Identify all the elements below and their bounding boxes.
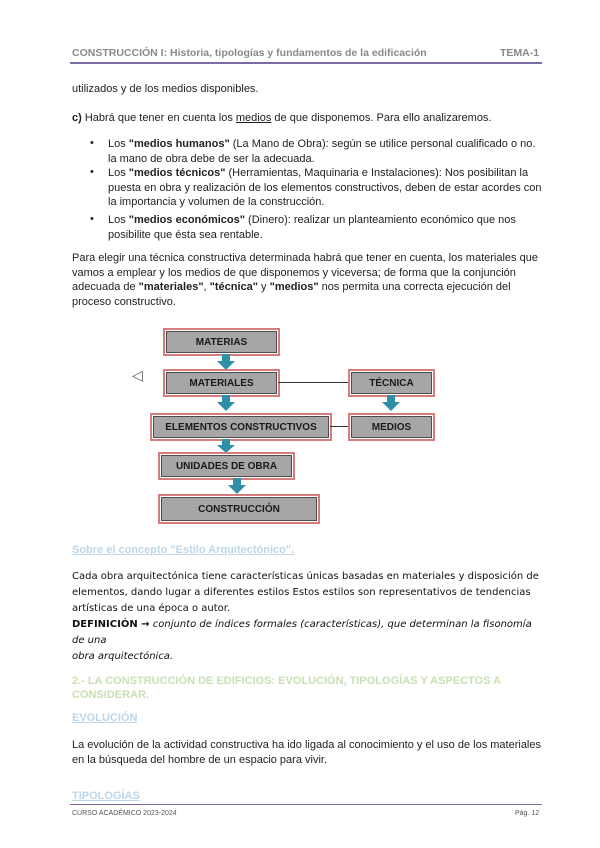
- bullet-dot: •: [90, 213, 94, 225]
- unidades-frame: [158, 452, 295, 480]
- connector-line: [330, 426, 348, 427]
- estilo-line: elementos, dando lugar a diferentes estilos Estos estilos son representativos de tendencias: [72, 587, 531, 598]
- construccion-frame: [158, 494, 320, 524]
- paragraph-line: utilizados y de los medios disponibles.: [72, 83, 259, 95]
- footer-page: Pág. 12: [515, 810, 540, 817]
- tipologias-heading[interactable]: TIPOLOGÍAS: [72, 790, 140, 802]
- bullet-bold: "medios técnicos": [128, 167, 226, 179]
- evolucion-line: La evolución de la actividad constructiva ha ido ligada al conocimiento y el uso de los materiales: [72, 739, 541, 751]
- elementos-box: ELEMENTOS CONSTRUCTIVOS: [153, 416, 329, 438]
- para-bold: "medios": [269, 281, 319, 293]
- definicion-label: DEFINICIÓN →: [72, 619, 150, 630]
- bullet-dot: •: [90, 166, 94, 178]
- footer-course: CURSO ACADÉMICO 2023-2024: [72, 810, 177, 817]
- section-title-line: 2.- LA CONSTRUCCIÓN DE EDIFICIOS: EVOLUCIÓN, TIPOLOGÍAS Y ASPECTOS A: [72, 675, 502, 687]
- para-line: adecuada de: [72, 281, 139, 293]
- bullet-text: puesta en obra y realización de los elementos constructivos, deben de estar acordes con: [108, 181, 542, 194]
- section-2-title: [72, 674, 546, 702]
- bullet-medios-economicos: [108, 213, 544, 242]
- arrow-down-icon: [382, 395, 400, 411]
- materias-box: MATERIAS: [166, 331, 277, 353]
- connector-line: [278, 382, 348, 383]
- definicion-text: obra arquitectónica.: [72, 651, 174, 662]
- section-title-line: CONSIDERAR.: [72, 689, 150, 701]
- estilo-line: artísticas de una época o autor.: [72, 603, 231, 614]
- bullet-pre: Los: [108, 214, 129, 226]
- materiales-frame: [163, 369, 280, 397]
- bullet-medios-humanos: [108, 137, 544, 166]
- para-line: Para elegir una técnica constructiva determinada habrá que tener en cuenta, los materiales que: [72, 252, 538, 264]
- estilo-link[interactable]: Sobre el concepto "Estilo Arquitectónico".: [72, 544, 295, 556]
- c-text-b: de que disponemos. Para ello analizaremos.: [271, 112, 492, 124]
- unidades-box: UNIDADES DE OBRA: [161, 455, 292, 477]
- bullet-medios-tecnicos: [108, 166, 544, 210]
- bullet-text: (Dinero): realizar un planteamiento económico que nos: [244, 214, 516, 226]
- header-rule: [70, 62, 542, 64]
- para-bold: "técnica": [209, 281, 258, 293]
- evolucion-line: en la búsqueda del hombre de un espacio para vivir.: [72, 753, 328, 766]
- paragraph-tecnica: [72, 251, 544, 309]
- bullet-dot: •: [90, 137, 94, 149]
- header-tema: TEMA-1: [500, 47, 540, 59]
- medios-frame: [348, 413, 435, 441]
- bullet-pre: Los: [108, 167, 129, 179]
- bullet-text: posibilite que ésta sea rentable.: [108, 228, 263, 241]
- tecnica-box: TÉCNICA: [351, 372, 432, 394]
- estilo-line: Cada obra arquitectónica tiene características únicas basadas en materiales y disposición de: [72, 571, 539, 582]
- evolucion-paragraph: [72, 738, 546, 767]
- bullet-bold: "medios humanos": [128, 138, 230, 150]
- arrow-down-icon: [217, 354, 235, 370]
- definicion-text: conjunto de índices formales (características), que determinan la fisonomía de una: [72, 619, 532, 646]
- cursor-icon: ◁: [132, 367, 143, 383]
- para-line: vamos a emplear y los medios de que disponemos y viceversa; de forma que la conjunción: [72, 266, 516, 279]
- footer-rule: [70, 804, 542, 805]
- c-medios: medios: [235, 112, 272, 124]
- c-text-a: Habrá que tener en cuenta los: [81, 112, 236, 124]
- medios-box: MEDIOS: [351, 416, 432, 438]
- estilo-paragraph: [72, 569, 546, 665]
- tecnica-frame: [348, 369, 435, 397]
- bullet-bold: "medios económicos": [128, 214, 245, 226]
- materiales-box: MATERIALES: [166, 372, 277, 394]
- c-label: c): [72, 112, 82, 124]
- para-line: y: [258, 281, 270, 293]
- bullet-text: (La Mano de Obra): según se utilice personal cualificado o no.: [229, 138, 536, 150]
- bullet-text: (Herramientas, Maquinaria e Instalaciones): Nos posibilitan la: [225, 167, 529, 179]
- construccion-box: CONSTRUCCIÓN: [161, 497, 317, 521]
- arrow-down-icon: [217, 439, 235, 453]
- para-line: proceso constructivo.: [72, 295, 176, 308]
- para-bold: "materiales": [138, 281, 204, 293]
- arrow-down-icon: [217, 395, 235, 411]
- bullet-text: la mano de obra debe de ser la adecuada.: [108, 152, 315, 165]
- bullet-pre: Los: [108, 138, 129, 150]
- para-line: ,: [203, 281, 210, 293]
- arrow-down-icon: [228, 478, 246, 494]
- paragraph-c: [72, 111, 492, 126]
- para-line: nos permita una correcta ejecución del: [318, 281, 511, 293]
- elementos-frame: [150, 413, 332, 441]
- header-title: CONSTRUCCIÓN I: Historia, tipologías y fundamentos de la edificación: [72, 47, 427, 59]
- evolucion-heading[interactable]: EVOLUCIÓN: [72, 712, 138, 724]
- materias-frame: [163, 328, 280, 356]
- bullet-text: la importancia y volumen de la construcción.: [108, 196, 325, 208]
